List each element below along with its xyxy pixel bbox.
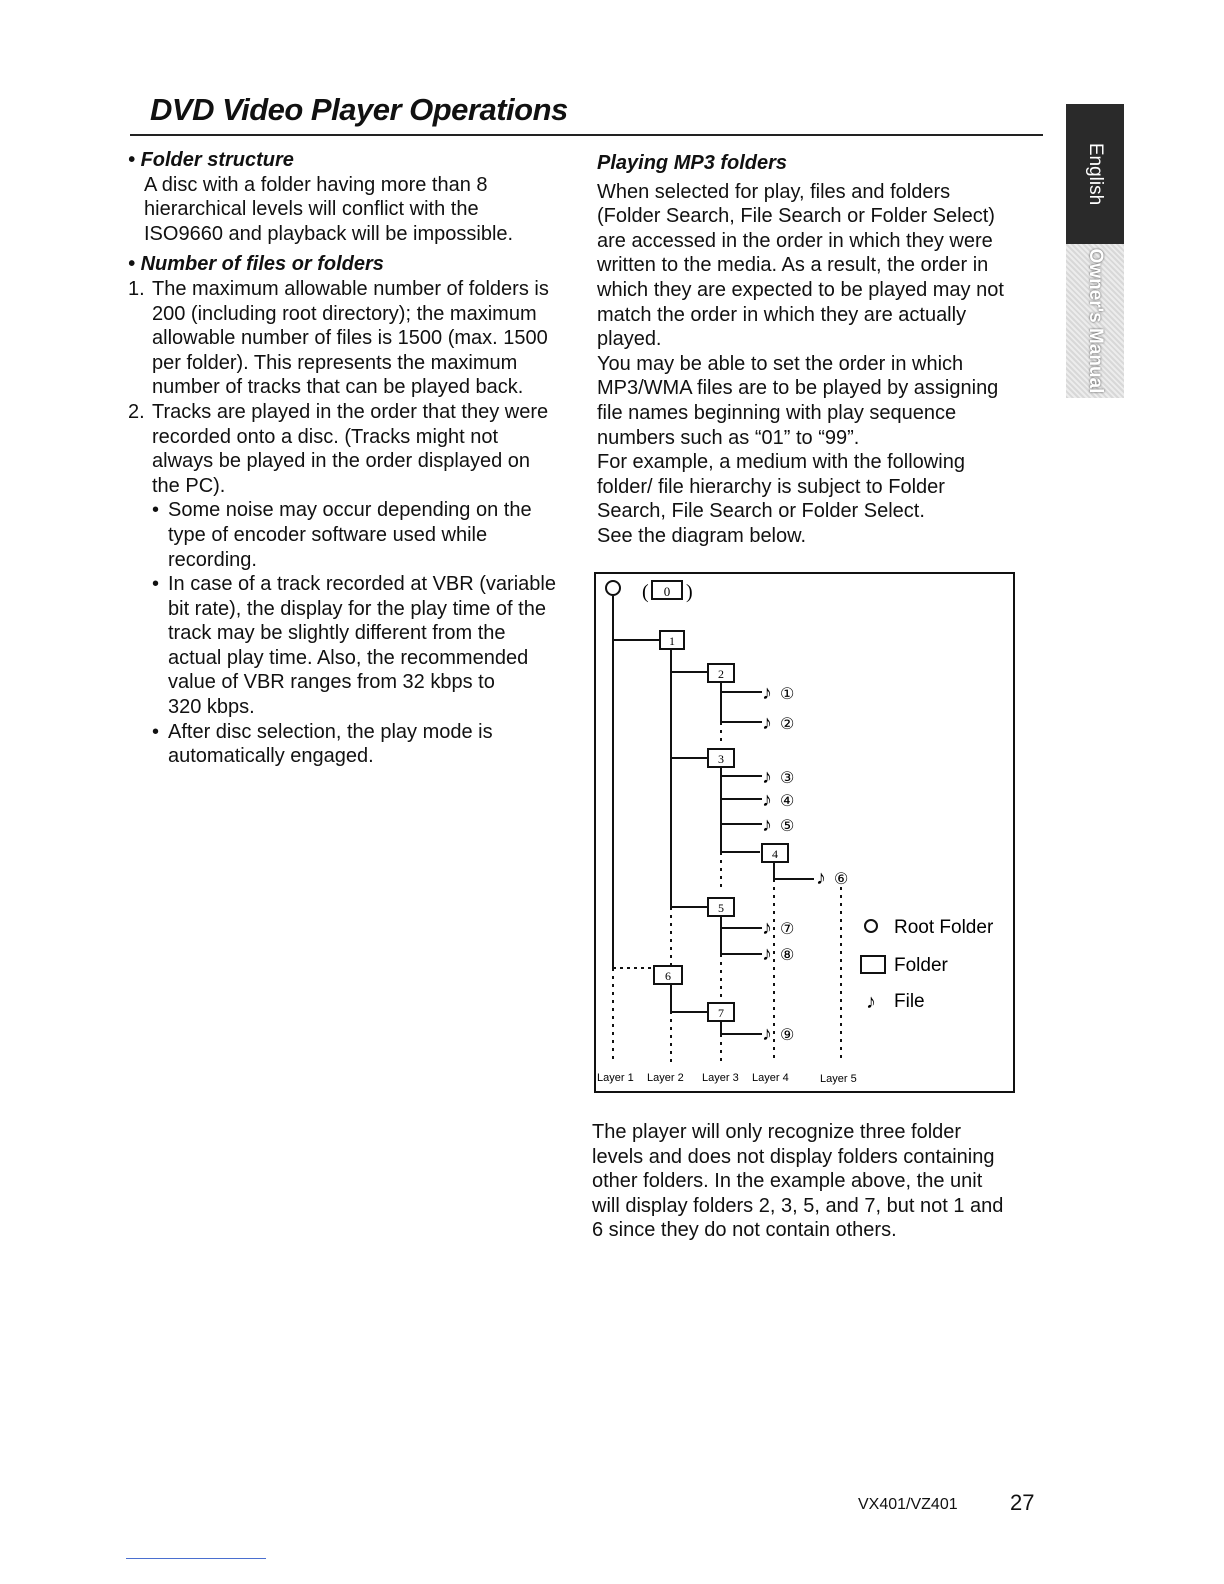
text-line: Search, File Search or Folder Select.: [597, 500, 925, 523]
folder-label: 4: [772, 847, 778, 861]
file-number: ⑥: [834, 871, 849, 888]
folder-structure-text: [128, 173, 573, 247]
file-number: ⑧: [780, 947, 795, 964]
right-column: [597, 151, 1037, 549]
file-number: ④: [780, 793, 795, 810]
music-note-icon: ♪: [816, 867, 826, 889]
file-number: ①: [780, 686, 795, 703]
text-line: recorded onto a disc. (Tracks might not: [152, 425, 499, 448]
root-folder-icon: [606, 581, 620, 595]
number-files-heading: • Number of files or folders: [128, 253, 384, 276]
text-line: other folders. In the example above, the unit: [592, 1170, 983, 1193]
layer-label: Layer 5: [820, 1073, 857, 1085]
text-line: MP3/WMA files are to be played by assigning: [597, 377, 999, 400]
text-line: When selected for play, files and folders: [597, 180, 951, 203]
diagram-explanation: [592, 1120, 1032, 1243]
file-number: ⑤: [780, 818, 795, 835]
text-line: For example, a medium with the following: [597, 451, 965, 474]
text-line: hierarchical levels will conflict with the: [144, 198, 479, 221]
layer-label: Layer 4: [752, 1072, 789, 1084]
music-note-icon: ♪: [762, 1023, 772, 1045]
folder-label: 2: [718, 667, 724, 681]
text-line: bit rate), the display for the play time of the: [168, 597, 546, 620]
text-line: folder/ file hierarchy is subject to Folder: [597, 475, 945, 498]
footer-model: VX401/VZ401: [858, 1496, 958, 1513]
text-line: number of tracks that can be played back.: [152, 376, 524, 399]
sub-bullet-2: • In case of a track recorded at VBR (variable bit rate), the display for the play time of the track may be slightly different from the actual play time. Also, the recommended value of VBR ranges from 32 kbps to 320 kbps.: [152, 573, 556, 719]
sub-bullet-1: • Some noise may occur depending on the type of encoder software used while recording.: [152, 499, 532, 571]
file-number: ②: [780, 716, 795, 733]
text-line: The maximum allowable number of folders is: [152, 277, 549, 300]
list-number: 1.: [128, 277, 145, 300]
folder-label: 7: [718, 1006, 724, 1020]
text-line: which they are expected to be played may not: [597, 278, 1004, 301]
mp3-heading: Playing MP3 folders: [597, 152, 788, 174]
text-line: match the order in which they are actually: [597, 303, 967, 326]
text-line: automatically engaged.: [168, 745, 374, 768]
file-number: ⑨: [780, 1027, 795, 1044]
side-tab-manual-label: Owner's Manual: [1085, 248, 1106, 394]
folder-label: 3: [718, 752, 724, 766]
file-number: ⑦: [780, 921, 795, 938]
root-paren-close: ): [686, 581, 693, 603]
footer-line: [126, 1558, 266, 1559]
folder-label: 6: [665, 969, 671, 983]
left-column: [128, 148, 573, 769]
text-line: played.: [597, 328, 662, 351]
text-line: A disc with a folder having more than 8: [144, 173, 488, 196]
page-title: DVD Video Player Operations: [150, 92, 568, 127]
text-line: 6 since they do not contain others.: [592, 1219, 897, 1242]
text-line: value of VBR ranges from 32 kbps to: [168, 671, 495, 694]
text-line: will display folders 2, 3, 5, and 7, but not 1 and: [592, 1194, 1004, 1217]
text-line: 320 kbps.: [168, 696, 255, 719]
layer-label: Layer 2: [647, 1072, 684, 1084]
text-line: track may be slightly different from the: [168, 622, 506, 645]
file-legend-icon: ♪: [866, 991, 876, 1013]
text-line: levels and does not display folders containing: [592, 1145, 995, 1168]
sub-bullet-3: • After disc selection, the play mode is automatically engaged.: [152, 720, 493, 768]
folder-hierarchy-diagram: [594, 572, 1015, 1093]
folder-label: 0: [663, 584, 671, 599]
text-line: allowable number of files is 1500 (max. 1500: [152, 327, 548, 350]
mp3-paragraph-4: See the diagram below.: [597, 524, 807, 547]
legend-file-label: File: [894, 991, 925, 1012]
music-note-icon: ♪: [762, 814, 772, 836]
file-number: ③: [780, 770, 795, 787]
text-line: After disc selection, the play mode is: [168, 720, 493, 743]
text-line: file names beginning with play sequence: [597, 401, 957, 424]
folder-legend-icon: [861, 956, 885, 973]
folder-label: 5: [718, 901, 724, 915]
folder-label: 1: [669, 634, 675, 648]
text-line: are accessed in the order in which they were: [597, 229, 993, 252]
side-tab-language: [1066, 104, 1124, 244]
text-line: the PC).: [152, 474, 226, 497]
layer-label: Layer 3: [702, 1072, 739, 1084]
text-line: 200 (including root directory); the maximum: [152, 302, 537, 325]
music-note-icon: ♪: [762, 766, 772, 788]
text-line: written to the media. As a result, the order in: [597, 254, 989, 277]
side-tab-language-label: English: [1085, 142, 1106, 206]
list-item-1: [128, 277, 573, 400]
text-line: The player will only recognize three folder: [592, 1121, 962, 1143]
legend-folder-label: Folder: [894, 955, 948, 976]
mp3-paragraph-2: [597, 352, 1037, 450]
text-line: Some noise may occur depending on the: [168, 499, 532, 522]
text-line: numbers such as “01” to “99”.: [597, 426, 860, 449]
side-tab-manual: [1066, 244, 1124, 398]
side-tab: [1066, 104, 1124, 398]
text-line: ISO9660 and playback will be impossible.: [144, 222, 514, 245]
music-note-icon: ♪: [762, 712, 772, 734]
text-line: actual play time. Also, the recommended: [168, 646, 529, 669]
text-line: In case of a track recorded at VBR (variable: [168, 573, 556, 596]
mp3-paragraph-1: [597, 180, 1037, 352]
text-line: You may be able to set the order in which: [597, 352, 964, 375]
text-line: per folder). This represents the maximum: [152, 351, 518, 374]
list-item-2: [128, 400, 573, 498]
root-folder-legend-icon: [865, 920, 877, 932]
text-line: always be played in the order displayed on: [152, 450, 531, 473]
music-note-icon: ♪: [762, 943, 772, 965]
folder-structure-heading: • Folder structure: [128, 149, 294, 171]
root-paren-open: (: [642, 581, 649, 603]
music-note-icon: ♪: [762, 789, 772, 811]
text-line: (Folder Search, File Search or Folder Select): [597, 205, 995, 228]
mp3-paragraph-3: [597, 450, 1037, 524]
list-number: 2.: [128, 400, 145, 423]
diagram-frame: [595, 573, 1014, 1092]
legend-root-label: Root Folder: [894, 917, 994, 938]
music-note-icon: ♪: [762, 917, 772, 939]
music-note-icon: ♪: [762, 682, 772, 704]
text-line: recording.: [168, 548, 257, 571]
layer-label: Layer 1: [597, 1072, 634, 1084]
text-line: type of encoder software used while: [168, 523, 488, 546]
text-line: Tracks are played in the order that they were: [152, 400, 549, 423]
title-rule: [130, 134, 1043, 136]
page-number: 27: [1010, 1490, 1035, 1515]
